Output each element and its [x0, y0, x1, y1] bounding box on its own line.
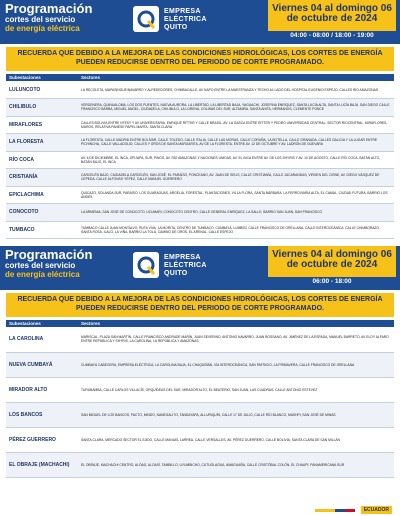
table-row	[6, 427, 394, 452]
table-row	[6, 116, 394, 134]
brand-line: ELÉCTRICA	[164, 16, 207, 23]
hydrology-notice: RECUERDA QUE DEBIDO A LA MEJORA DE LAS CONDICIONES HIDROLÓGICAS, LOS CORTES DE ENERGÍA PUEDEN REDUCIRSE DENTRO DEL PERIODO DE CORTE PROGRAMADO.	[6, 293, 394, 317]
sector-list: LA RECOLETA, MAPASINGUE/NAVARRO Y ALREDEDORES, CHIMBACALLE, AV NAPO ENTRE LA MAESTRANZA Y TECHO AL LADO DEL HOSPITAL EUGENIO ESPEJO, CALLES RÍO AMAZONAS	[78, 81, 394, 99]
substation-name: CONOCOTO	[6, 204, 78, 222]
brand-line: QUITO	[164, 24, 188, 31]
substation-name: TUMBACO	[6, 221, 78, 239]
sector-list: SAN MIGUEL DE LOS BANCOS, PACTO, MINDO, NANEGALITO, TANDAYAPA, ALLURIQUÍN, CALLE 17 DE JULIO, CALLE RÍO BLANCO, MASHPI, SAN JOSÉ DE MINAS	[78, 402, 394, 427]
program-subtitle: cortes del servicio	[5, 261, 76, 270]
table-row	[6, 327, 394, 352]
substation-name: RÍO COCA	[6, 151, 78, 169]
substation-name: CHILIBULO	[6, 99, 78, 117]
brand-line: ELÉCTRICA	[164, 262, 207, 269]
program-title: Programación	[5, 247, 93, 262]
substation-name: LOS BANCOS	[6, 402, 78, 427]
sector-list: CUMBAYÁ CABECERA, EMPRESA ELÉCTRICA, LA CAROLINA BAJA, EL CHAQUIÑÁN, VÍA INTEROCEÁNICA, SAN PATRICIO, LA PRIMAVERA, CALLE FRANCISCO DE ORELLANA	[78, 352, 394, 377]
eeq-logo-icon	[133, 252, 159, 278]
substation-name: PÉREZ GUERRERO	[6, 427, 78, 452]
table-row	[6, 99, 394, 117]
sector-list: MARISCAL, PLAZA SAN MARTÍN, CALLE FRANCISCO ANDRADE MARÍN, JUAN SEVERINO, ANTONIO NAVARRO, JUAN BOSSANO, AV. JIMÉNEZ DE LA ESPADA, MANUEL BARRETO, AV ELOY ALFARO ENTRE REPÚBLICA Y SHYRIS, LA CAROLINA, LA REPÚBLICA Y AMAZONAS	[78, 327, 394, 352]
date-range-line: de octubre de 2024	[286, 259, 378, 270]
table-row	[6, 134, 394, 152]
hydrology-notice: RECUERDA QUE DEBIDO A LA MEJORA DE LAS CONDICIONES HIDROLÓGICAS, LOS CORTES DE ENERGÍA PUEDEN REDUCIRSE DENTRO DEL PERIODO DE CORTE PROGRAMADO.	[6, 47, 394, 71]
sector-list: AV. 6 DE DICIEMBRE, EL INCA, JIPIJAPA, SUR, PINOS, AV. RÍO AMAZONAS Y NACIONES UNIDAS, AV. EL INCA ENTRE AV. DE LOS SHYRIS Y AV. 10 DE AGOSTO, CALLE RÍO COCA, BATÁN ALTO, BATÁN BAJO, EL INCA	[78, 151, 394, 169]
substation-name: LULUNCOTO	[6, 81, 78, 99]
program-subtitle-highlight: de energía eléctrica	[5, 270, 80, 279]
sector-list: LA FLORESTA, CALLE MADRID ENTRE BOLÍVAR, CALLE TOLEDO, CALLE ITALIA, CALLE LAS MORAS, CALLE CORUÑA, LA BOTELLA, CALLE GRANADA, CALLES GALICIA Y LA LUGAR ENTRE PICHINCHA, CALLE VALLADOLID, CALLES Y OROS DE SANTA MARGARITA, AV DE LA FLORESTA, ENTRE AV. 12 DE OCTUBRE Y AV. LADRÓN DE GUEVARA	[78, 134, 394, 152]
cut-hours: 04:00 - 08:00 / 18:00 - 19:00	[290, 32, 374, 39]
panel-header	[0, 246, 400, 290]
substation-name: LA CAROLINA	[6, 327, 78, 352]
outage-table	[6, 74, 394, 239]
table-header-row	[6, 320, 394, 327]
substation-name: MIRADOR ALTO	[6, 377, 78, 402]
column-header-sectors: Sectores	[78, 320, 394, 327]
ecuador-badge: ECUADOR	[361, 506, 392, 514]
date-range-box	[268, 0, 396, 31]
table-row	[6, 402, 394, 427]
date-range-line: de octubre de 2024	[286, 13, 378, 24]
schedule-panel-day	[0, 246, 400, 516]
program-subtitle: cortes del servicio	[5, 15, 76, 24]
table-row	[6, 169, 394, 187]
substation-name: LA FLORESTA	[6, 134, 78, 152]
table-row	[6, 377, 394, 402]
panel-header	[0, 0, 400, 44]
sector-list: CALLES BOLIVIA ENTRE NTESY Y AV UNIVERSITARIA, ENRIQUE RITTER Y CALLE BRASIL, AV. LA GASCA ENTRE RITTER Y PEDRO UNIVERSIDAD CENTRAL, SECTOR RIOCENTRAL, MIRAFLORES, MUROS, RELATIVA PANESE PAPEL MARTA, SANTA CLARA	[78, 116, 394, 134]
sector-list: LA ARMENIA, SAN JOSÉ DE CONOCOTO, UCUMARI, CONOCOTO CENTRO, CALLE GENERAL ENRÍQUEZ, LA SALLE, BARRIO SAN JUAN, SAN FRANCISCO	[78, 204, 394, 222]
brand-line: QUITO	[164, 270, 188, 277]
table-row	[6, 151, 394, 169]
column-header-substations: Subestaciones	[6, 320, 78, 327]
program-title: Programación	[5, 1, 93, 16]
table-row	[6, 452, 394, 477]
sector-list: TUMBACO CALLE JUAN MONTALVO, RUTA VIVA, LA MORITA, CENTRO DE TUMBACO, CUMBAYÁ, LUMBISÍ, CALLE FRANCISCO DE ORELLANA, CALLE INTEROCEÁNICA, CALLE CHIMBORAZO, SANTA ROSA, ILALÓ, LA VIÑA, BARRIO LA TOLA, CAMINO DE OROS, EL ARENAL, CALLE ESPEJO	[78, 221, 394, 239]
outage-table	[6, 320, 394, 478]
table-row	[6, 352, 394, 377]
substation-name: CRISTIANÍA	[6, 169, 78, 187]
sector-list: EL OBRAJE, MACHACHI CENTRO, ALÓAG, ALOASÍ, TAMBILLO, UYUMBICHO, CUTUGLAGUA, AMAGUAÑA, CALLE CRISTÓBAL COLÓN, EL CHAUPI, PANAMERICANA SUR	[78, 452, 394, 477]
cut-hours: 06:00 - 18:00	[312, 278, 352, 285]
sector-list: QUICAZO, SOLANDA SUR, PARAÍSO, LOS GUARAGUAS, ARGELIA, FORESTAL, PLANTACIONES, VILLA FLORA, SANTA BÁRBARA, LA FERROVIARIA ALTA, EL CAMAL, CIUDAD FUTURA, BARRIO LOS ANDES	[78, 186, 394, 204]
eeq-logo-icon	[133, 6, 159, 32]
sector-list: VERGENERA, QUINUALOMA, LOS DOS PUENTES, NUEVA AURORA, LA LIBERTAD, LA LIBERTAD BAJA, YAGUACHI, JOSEFINA ENRÍQUEZ, SANTA LUCÍA ALTA, SANTA LUCÍA BAJA, SAN DIEGO CALLE FRANCISCO BARBA, MIGUEL ÁNGEL, CIUDADELA, CHILIBULO, LA LORENA, COLINAS DEL SUR, ALTAMIRA, SANTA ANITA, HERMANOS, CLEMENTE PONCE	[78, 99, 394, 117]
program-subtitle-highlight: de energía eléctrica	[5, 24, 80, 33]
sector-list: SANTA CLARA, MERCADO SECTOR EL EJIDO, CALLE MANUEL LARREA, CALLE VERSALLES, AV. PÉREZ GUERRERO, CALLE BOLIVIA, SANTA CLARA DE SAN MILLÁN	[78, 427, 394, 452]
substation-name: NUEVA CUMBAYÁ	[6, 352, 78, 377]
sector-list: TURUBAMBA, CALLE CARLOS VILLACÍS, ORQUÍDEAS DEL SUR, MIRADOR ALTO, EL BEATERIO, SAN JUAN, LAS CUADRAS, CALLE ANTONIO ESTEVEZ	[78, 377, 394, 402]
brand-line: EMPRESA	[164, 8, 201, 15]
date-range-box	[268, 246, 396, 277]
flag-stripe	[315, 509, 355, 512]
brand-line: EMPRESA	[164, 254, 201, 261]
table-row	[6, 81, 394, 99]
schedule-panel-early	[0, 0, 400, 240]
substation-name: EL OBRAJE (MACHACHI)	[6, 452, 78, 477]
table-row	[6, 186, 394, 204]
table-header-row	[6, 74, 394, 81]
sector-list: CARCELÉN BAJO, CIUDADELA CARCELÉN, SAN JOSÉ, EL PARAÍSO, PONCEANO, AV. JUAN DE SELIS, CALLE CRISTIANÍA, CALLE JACARANDAS, VIRGEN DEL CISNE, AV. DIEGO VÁSQUEZ DE CEPEDA, CALLE ALFONSO YÉPEZ, CALLE MANUEL GUERRERO	[78, 169, 394, 187]
date-range-line: Viernes 04 al domingo 06	[272, 3, 392, 14]
substation-name: EPICLACHIMA	[6, 186, 78, 204]
column-header-sectors: Sectores	[78, 74, 394, 81]
footer-logos	[315, 506, 392, 514]
table-row	[6, 221, 394, 239]
substation-name: MIRAFLORES	[6, 116, 78, 134]
column-header-substations: Subestaciones	[6, 74, 78, 81]
table-row	[6, 204, 394, 222]
date-range-line: Viernes 04 al domingo 06	[272, 249, 392, 260]
